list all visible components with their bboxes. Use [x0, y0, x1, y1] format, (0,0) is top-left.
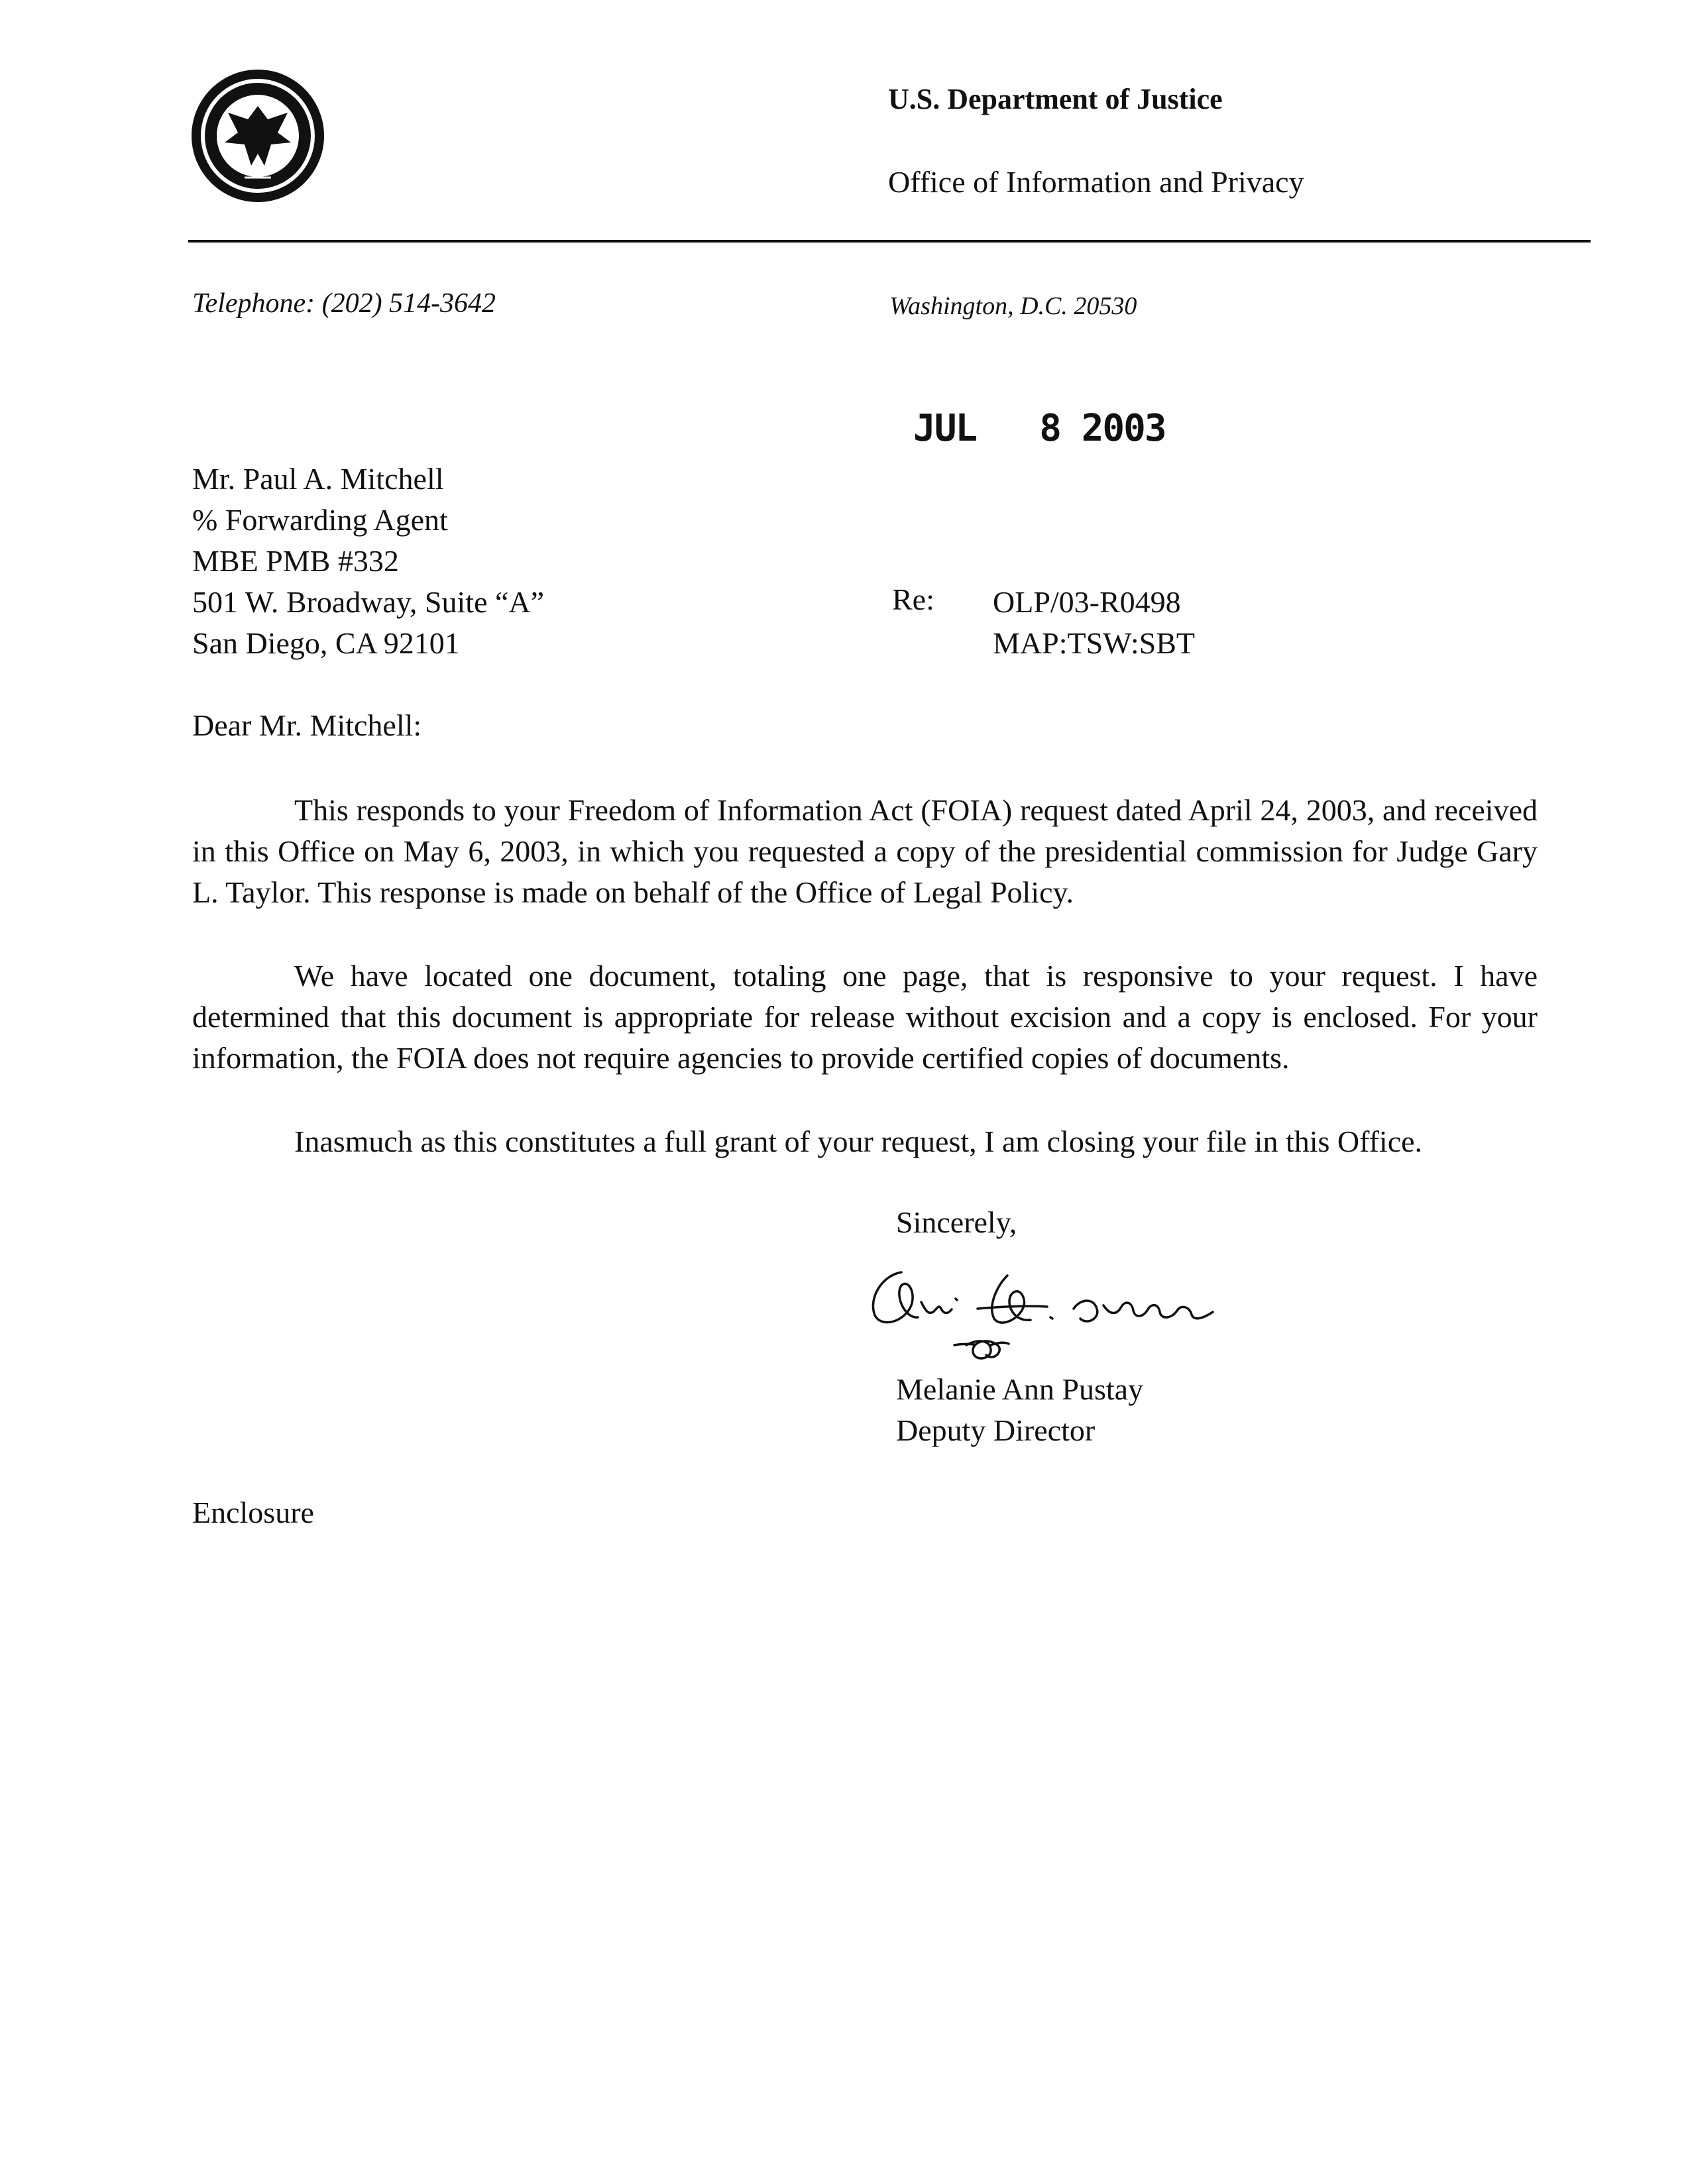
letterhead-divider: [188, 240, 1591, 243]
body-paragraph: We have located one document, totaling one page, that is responsive to your request. I have determined that this document is appropriate for release without excision and a copy is enclosed. For your information, the FOIA does not require agencies to provide certified copies of documents.: [192, 959, 1538, 1075]
doj-seal-logo: [188, 66, 327, 205]
reference-label: Re:: [892, 582, 934, 616]
recipient-care-of: % Forwarding Agent: [192, 503, 448, 537]
telephone-line: Telephone: (202) 514-3642: [192, 288, 496, 319]
recipient-city: San Diego, CA 92101: [192, 626, 460, 660]
recipient-name: Mr. Paul A. Mitchell: [192, 462, 444, 496]
closing: Sincerely,: [896, 1205, 1017, 1239]
date-stamp: JUL 8 2003: [913, 407, 1166, 450]
reference-initials: MAP:TSW:SBT: [993, 626, 1196, 660]
body-paragraph: This responds to your Freedom of Information Act (FOIA) request dated April 24, 2003, and received in this Office on May 6, 2003, in which you requested a copy of the presidential commission for Judge Gary L. Taylor. This response is made on behalf of the Office of Legal Policy.: [192, 793, 1538, 909]
signer-title: Deputy Director: [896, 1413, 1096, 1447]
reference-number: OLP/03-R0498: [993, 585, 1181, 619]
recipient-box: MBE PMB #332: [192, 544, 399, 578]
enclosure-note: Enclosure: [192, 1496, 314, 1529]
body-paragraph: Inasmuch as this constitutes a full grant of your request, I am closing your file in this Office.: [294, 1124, 1423, 1158]
salutation: Dear Mr. Mitchell:: [192, 708, 422, 742]
recipient-address: [192, 459, 544, 664]
city-line: Washington, D.C. 20530: [889, 292, 1137, 320]
recipient-street: 501 W. Broadway, Suite “A”: [192, 585, 545, 619]
signer-name: Melanie Ann Pustay: [896, 1372, 1144, 1406]
handwritten-signature: [855, 1246, 1253, 1385]
office-name: Office of Information and Privacy: [888, 165, 1304, 199]
agency-name: U.S. Department of Justice: [888, 83, 1223, 115]
reference-block: [993, 582, 1195, 664]
signer-block: [896, 1369, 1143, 1451]
